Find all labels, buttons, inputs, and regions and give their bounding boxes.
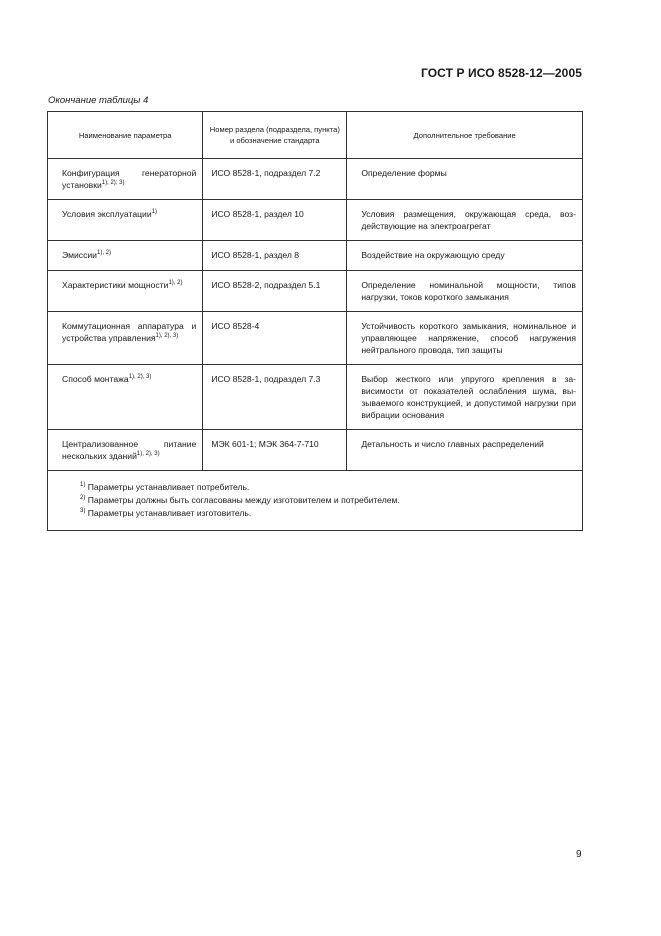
column-header-section: Номер раздела (подраздела, пункта) и обозначение стандарта — [203, 112, 347, 159]
footnote-marks: 1), 2), 3) — [136, 451, 160, 457]
table-row — [48, 159, 583, 200]
page-number: 9 — [576, 849, 582, 860]
requirement-cell: Условия размещения, окружающая среда, воздействующие на электроагрегат — [347, 200, 583, 241]
parameter-cell — [48, 159, 203, 200]
note-mark: 2) — [80, 495, 86, 501]
note-item — [80, 494, 572, 507]
parameter-name: Коммутационная аппаратура и устройства управления — [62, 321, 197, 343]
requirement-cell: Детальность и число главных распределений — [347, 430, 583, 471]
note-text: Параметры устанавливает изготовитель. — [87, 508, 252, 518]
section-cell: ИСО 8528-2, подраздел 5.1 — [203, 271, 347, 312]
parameter-name: Эмиссии — [62, 250, 97, 260]
section-cell: ИСО 8528-4 — [203, 312, 347, 365]
table-row — [48, 241, 583, 271]
parameter-name: Условия эксплуатации — [62, 209, 152, 219]
section-cell: МЭК 601-1; МЭК 364-7-710 — [203, 430, 347, 471]
requirement-cell: Определение формы — [347, 159, 583, 200]
note-item — [80, 507, 572, 520]
table-row — [48, 200, 583, 241]
parameter-name: Характеристики мощности — [62, 280, 169, 290]
section-cell: ИСО 8528-1, подраздел 7.2 — [203, 159, 347, 200]
table-caption: Окончание таблицы 4 — [48, 95, 149, 106]
requirement-cell: Определение номинальной мощности, типов нагрузки, токов короткого замыкания — [347, 271, 583, 312]
footnote-marks: 1), 2) — [168, 280, 183, 286]
parameter-cell — [48, 312, 203, 365]
section-cell: ИСО 8528-1, подраздел 7.3 — [203, 365, 347, 430]
note-item — [80, 481, 572, 494]
parameter-cell — [48, 365, 203, 430]
table-row — [48, 365, 583, 430]
note-text: Параметры должны быть согласованы между изготовителем и потребителем. — [87, 495, 400, 505]
footnote-marks: 1) — [151, 209, 157, 215]
table-notes — [48, 471, 583, 531]
requirement-cell: Воздействие на окружающую среду — [347, 241, 583, 271]
parameter-name: Способ монтажа — [62, 374, 129, 384]
footnote-marks: 1), 2); 3) — [101, 180, 125, 186]
table-row — [48, 271, 583, 312]
note-mark: 3) — [80, 508, 86, 514]
column-header-parameter: Наименование параметра — [48, 112, 203, 159]
document-standard-id: ГОСТ Р ИСО 8528-12—2005 — [420, 66, 582, 80]
requirement-cell: Выбор жесткого или упругого крепления в зависимости от показателей ослабления шума, вызываемого конструкцией, и допустимой нагрузки при вибрации основания — [347, 365, 583, 430]
table-row — [48, 312, 583, 365]
parameter-cell — [48, 430, 203, 471]
table-row — [48, 430, 583, 471]
section-cell: ИСО 8528-1, раздел 8 — [203, 241, 347, 271]
parameter-name: Конфигурация генераторной установки — [62, 168, 197, 190]
requirement-cell: Устойчивость короткого замыкания, номинальное и управляющее напряжение, способ нагружения нейтрального провода, тип защиты — [347, 312, 583, 365]
table-notes-row — [48, 471, 583, 531]
parameter-name: Централизованное питание нескольких зданий — [62, 439, 197, 461]
section-cell: ИСО 8528-1, раздел 10 — [203, 200, 347, 241]
note-mark: 1) — [80, 482, 86, 488]
parameter-cell — [48, 241, 203, 271]
parameter-cell — [48, 271, 203, 312]
footnote-marks: 1), 2), 3) — [128, 374, 152, 380]
footnote-marks: 1), 2), 3) — [155, 333, 179, 339]
footnote-marks: 1), 2) — [96, 250, 111, 256]
note-text: Параметры устанавливает потребитель. — [87, 482, 250, 492]
column-header-requirement: Дополнительное требование — [347, 112, 583, 159]
requirements-table — [47, 111, 583, 531]
parameter-cell — [48, 200, 203, 241]
table-header-row — [48, 112, 583, 159]
